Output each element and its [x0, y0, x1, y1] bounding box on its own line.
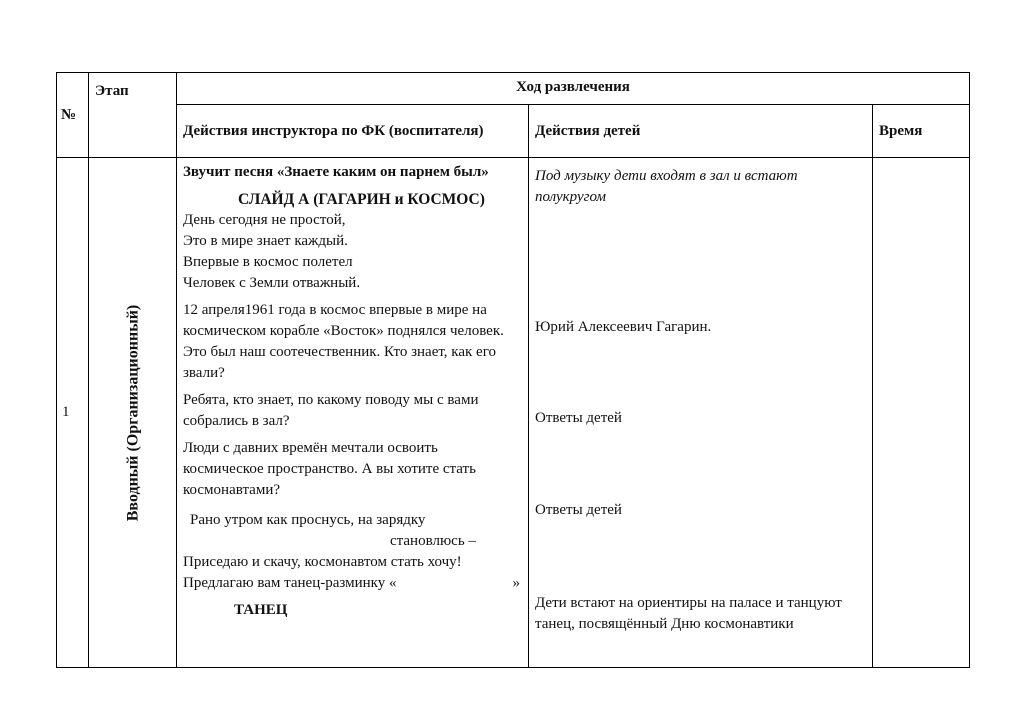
stage-cell [89, 158, 177, 668]
rhyme-line: Приседаю и скачу, космонавтом стать хочу! [183, 554, 462, 570]
verse-line: Впервые в космос полетел [183, 254, 353, 270]
rhyme-line [183, 573, 522, 594]
verse-line: День сегодня не простой, [183, 212, 346, 228]
rhyme [183, 510, 522, 594]
instructor-paragraph: 12 апреля1961 года в космос впервые в мире на космическом корабле «Восток» поднялся человек. Это был наш соотечественник. Кто знает, как его звали? [183, 302, 504, 381]
instructor-paragraph: Люди с давних времён мечтали освоить космическое пространство. А вы хотите стать космонавтами? [183, 440, 476, 498]
header-children-actions: Действия детей [529, 105, 873, 158]
dance-title: ТАНЕЦ [234, 602, 288, 618]
header-time: Время [873, 105, 970, 158]
instructor-paragraph: Ребята, кто знает, по какому поводу мы с вами собрались в зал? [183, 392, 479, 429]
rhyme-line: Рано утром как проснусь, на зарядку [190, 512, 426, 528]
children-entry: Под музыку дети входят в зал и встают полукругом [535, 168, 798, 205]
verse-line: Это в мире знает каждый. [183, 233, 348, 249]
lesson-plan-table [56, 72, 970, 668]
children-answer-name: Юрий Алексеевич Гагарин. [535, 319, 712, 335]
closing-quote: » [512, 575, 520, 591]
verse-line: Человек с Земли отважный. [183, 275, 361, 291]
header-stage: Этап [89, 73, 177, 158]
verse [183, 210, 522, 294]
stage-label: Вводный (Организационный) [124, 304, 141, 521]
dance-offer-text: Предлагаю вам танец-разминку « [183, 575, 397, 591]
header-num: № [57, 73, 89, 158]
slide-title: СЛАЙД А (ГАГАРИН и КОСМОС) [238, 191, 485, 208]
children-actions-cell [529, 158, 873, 668]
children-answer: Ответы детей [535, 410, 622, 426]
rhyme-line: становлюсь – [390, 533, 476, 549]
instructor-actions-cell [177, 158, 529, 668]
header-row-sub [57, 105, 970, 158]
song-intro: Звучит песня «Знаете каким он парнем был» [183, 164, 489, 180]
header-row-top [57, 73, 970, 105]
children-answer: Ответы детей [535, 502, 622, 518]
header-instructor-actions: Действия инструктора по ФК (воспитателя) [177, 105, 529, 158]
children-dance-action: Дети встают на ориентиры на паласе и танцуют танец, посвящённый Дню космонавтики [535, 595, 842, 632]
row-number: 1 [57, 158, 89, 668]
header-course: Ход развлечения [177, 73, 970, 105]
children-actions [535, 166, 866, 667]
time-cell [873, 158, 970, 668]
table-row [57, 158, 970, 668]
